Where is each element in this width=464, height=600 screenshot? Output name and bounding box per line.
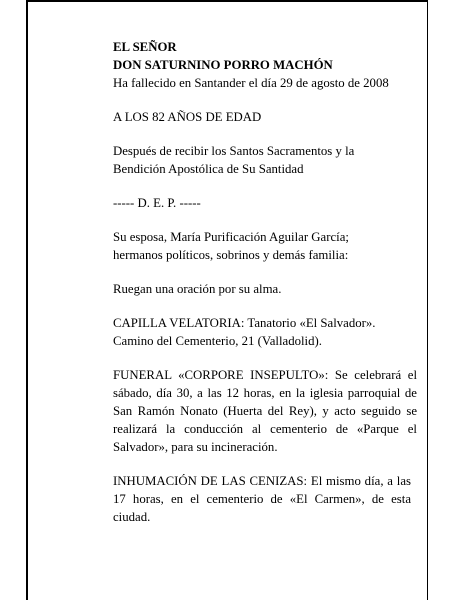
sacraments-paragraph: Después de recibir los Santos Sacramentos y la Bendición Apostólica de Su Santidad xyxy=(113,144,355,176)
obituary-notice xyxy=(113,38,425,526)
chapel-label: CAPILLA VELATORIA: xyxy=(113,316,245,330)
ashes-paragraph xyxy=(113,472,411,526)
funeral-paragraph xyxy=(113,366,417,456)
frame-right-border xyxy=(427,0,428,600)
title-line-1: EL SEÑOR xyxy=(113,40,177,54)
frame-top-border xyxy=(26,0,428,2)
ashes-label: INHUMACIÓN DE LAS CENIZAS: xyxy=(113,474,308,488)
prayer-paragraph xyxy=(113,280,425,298)
dep-line: ----- D. E. P. ----- xyxy=(113,196,201,210)
funeral-label: FUNERAL «CORPORE INSEPULTO»: xyxy=(113,368,329,382)
age-paragraph xyxy=(113,108,425,126)
frame-left-border xyxy=(26,0,28,600)
dep-paragraph xyxy=(113,194,425,212)
prayer-line: Ruegan una oración por su alma. xyxy=(113,282,282,296)
ashes-text: El mismo día, a las 17 horas, en el cementerio de «El Carmen», de esta ciudad. xyxy=(113,474,411,524)
family-paragraph: Su esposa, María Purificación Aguilar García; hermanos políticos, sobrinos y demás familia: xyxy=(113,230,349,262)
chapel-text: Tanatorio «El Salvador». Camino del Cementerio, 21 (Valladolid). xyxy=(113,316,376,348)
chapel-paragraph xyxy=(113,314,403,350)
deceased-header xyxy=(113,38,425,92)
age-line: A LOS 82 AÑOS DE EDAD xyxy=(113,110,262,124)
death-announcement: Ha fallecido en Santander el día 29 de agosto de 2008 xyxy=(113,76,389,90)
funeral-text: Se celebrará el sábado, día 30, a las 12 horas, en la iglesia parroquial de San Ramón Nonato (Huerta del Rey), y acto seguido se realizará la conducción al cementerio de «Parque el Salvador», para su incineración. xyxy=(113,368,417,454)
deceased-name: DON SATURNINO PORRO MACHÓN xyxy=(113,58,333,72)
